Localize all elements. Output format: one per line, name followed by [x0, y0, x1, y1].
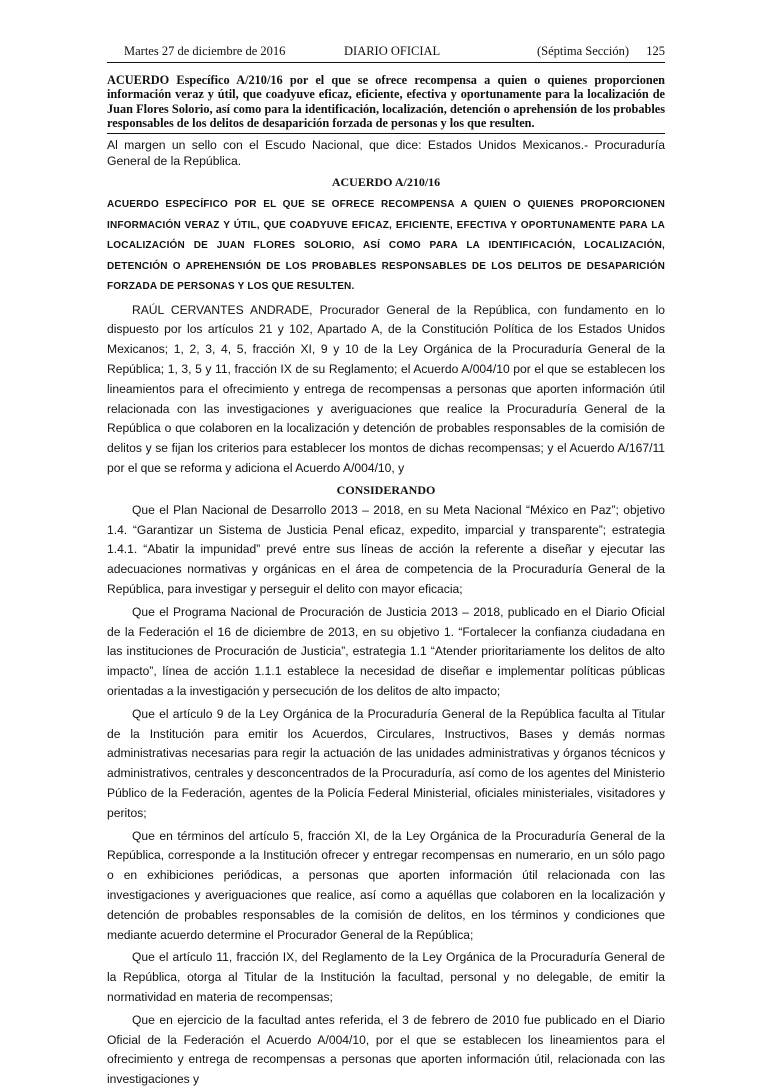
paragraph: Que en ejercicio de la facultad antes referida, el 3 de febrero de 2010 fue publicado en el Diario Oficial de la Federación el Acuerdo A/004/10, por el que se establecen los lineamientos para el ofrecimiento y entrega de recompensas a personas que aporten información útil, relacionada con las investigaciones y: [107, 1012, 665, 1087]
margin-note: Al margen un sello con el Escudo Nacional, que dice: Estados Unidos Mexicanos.- Procuraduría General de la República.: [107, 138, 665, 169]
paragraph: Que el artículo 11, fracción IX, del Reglamento de la Ley Orgánica de la Procuraduría General de la República, otorga al Titular de la Institución la facultad, personal y no delegable, de emitir la normatividad en materia de recompensas;: [107, 950, 665, 1004]
intro-paragraph: RAÚL CERVANTES ANDRADE, Procurador General de la República, con fundamento en lo dispuesto por los artículos 21 y 102, Apartado A, de la Constitución Política de los Estados Unidos Mexicanos; 1, 2, 3, 4, 5, fracción XI, 9 y 10 de la Ley Orgánica de la Procuraduría General de la República; 1, 3, 5 y 11, fracción IX de su Reglamento; el Acuerdo A/004/10 por el que se establecen los lineamientos para el ofrecimiento y entrega de recompensas a personas que aporten información útil relacionada con las investigaciones y averiguaciones que realice la Procuraduría General de la República o que colaboren en la localización y detención de probables responsables de la comisión de delitos y se fijan los criterios para establecer los montos de dichas recompensas; y el Acuerdo A/167/11 por el que se reforma y adiciona el Acuerdo A/004/10, y: [107, 302, 665, 476]
header-section: (Séptima Sección): [537, 44, 629, 58]
considerando-heading: CONSIDERANDO: [336, 482, 436, 497]
paragraph: Que en términos del artículo 5, fracción XI, de la Ley Orgánica de la Procuraduría General de la República, corresponde a la Institución ofrecer y entregar recompensas en numerario, en un sólo pago o en exhibiciones periódicas, a personas que aporten información útil relacionada con las investigaciones y averiguaciones que realice, así como a aquéllas que colaboren en la localización y detención de probables responsables de la comisión de delitos, en los términos y condiciones que mediante acuerdo determine el Procurador General de la República;: [107, 828, 665, 942]
header-page-number: 125: [646, 44, 665, 58]
paragraph: Que el artículo 9 de la Ley Orgánica de la Procuraduría General de la República faculta al Titular de la Institución para emitir los Acuerdos, Circulares, Instructivos, Bases y demás normas administrativas necesarias para regir la actuación de las unidades administrativas y órganos técnicos y administrativos, centrales y desconcentrados de la Procuraduría, así como de los agentes del Ministerio Público de la Federación, agentes de la Policía Federal Ministerial, oficiales ministeriales, visitadores y peritos;: [107, 706, 665, 820]
caps-title: ACUERDO ESPECÍFICO POR EL QUE SE OFRECE RECOMPENSA A QUIEN O QUIENES PROPORCIONEN INFORMACIÓN VERAZ Y ÚTIL, QUE COADYUVE EFICAZ, EFICIENTE, EFECTIVA Y OPORTUNAMENTE PARA LA LOCALIZACIÓN DE JUAN FLORES SOLORIO, ASÍ COMO PARA LA IDENTIFICACIÓN, LOCALIZACIÓN, DETENCIÓN O APREHENSIÓN DE LOS PROBABLES RESPONSABLES DE LOS DELITOS DE DESAPARICIÓN FORZADA DE PERSONAS Y LOS QUE RESULTEN.: [107, 199, 665, 293]
paragraph: Que el Programa Nacional de Procuración de Justicia 2013 – 2018, publicado en el Diario Oficial de la Federación el 16 de diciembre de 2013, en su objetivo 1. “Fortalecer la confianza ciudadana en las instituciones de Procuración de Justicia”, estrategia 1.1 “Atender prioritariamente los delitos de alto impacto”, línea de acción 1.1.1 establece la necesidad de diseñar e implementar políticas públicas orientadas a la investigación y persecución de los delitos de alto impacto;: [107, 604, 665, 699]
document-page: [107, 40, 665, 1090]
acuerdo-label: ACUERDO A/210/16: [331, 175, 441, 190]
header-date: Martes 27 de diciembre de 2016: [124, 44, 286, 58]
paragraph: Que el Plan Nacional de Desarrollo 2013 – 2018, en su Meta Nacional “México en Paz”; objetivo 1.4. “Garantizar un Sistema de Justicia Penal eficaz, expedito, imparcial y transparente”; estrategia 1.4.1. “Abatir la impunidad” prevé entre sus líneas de acción la referente a diseñar y ejecutar las adecuaciones normativas y orgánicas en el área de competencia de la Procuraduría General de la República, para investigar y perseguir el delito con mayor eficacia;: [107, 502, 665, 597]
header-newspaper: DIARIO OFICIAL: [344, 44, 441, 58]
page-header: [107, 40, 665, 63]
document-title: ACUERDO Específico A/210/16 por el que se ofrece recompensa a quien o quienes proporcionen información veraz y útil, que coadyuve eficaz, eficiente, efectiva y oportunamente para la localización de Juan Flores Solorio, así como para la identificación, localización, detención o aprehensión de los probables responsables de los delitos de desaparición forzada de personas y los que resulten.: [107, 73, 665, 134]
